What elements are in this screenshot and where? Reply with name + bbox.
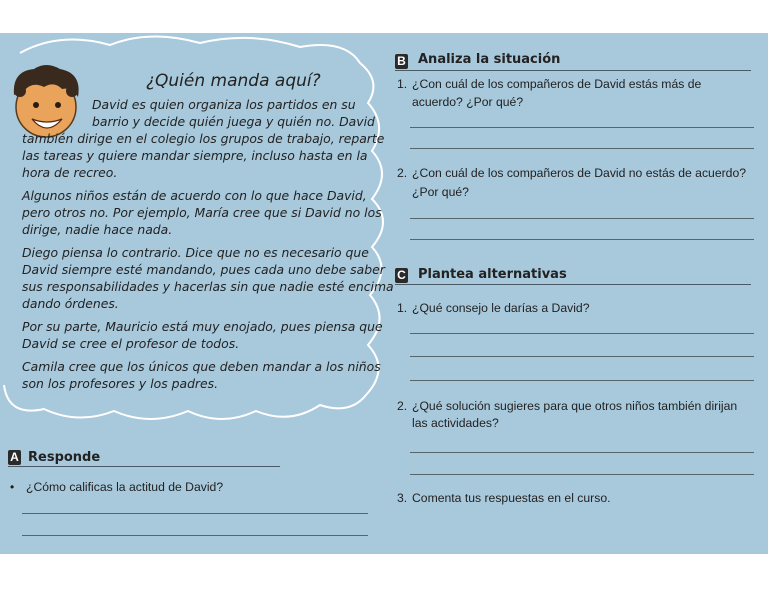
section-a-rule bbox=[8, 466, 280, 467]
story-line: Camila cree que los únicos que deben mandar a los niños bbox=[22, 359, 381, 374]
section-c-title: Plantea alternativas bbox=[418, 267, 567, 282]
answer-line bbox=[410, 127, 754, 128]
section-c-rule bbox=[395, 284, 751, 285]
c-q2-number: 2. bbox=[397, 399, 408, 413]
section-b-rule bbox=[395, 70, 751, 71]
answer-line bbox=[410, 239, 754, 240]
story-line: barrio y decide quién juega y quién no. David bbox=[92, 114, 375, 129]
c-q2-line1: ¿Qué solución sugieres para que otros niños también dirijan bbox=[412, 399, 738, 413]
story-line: David se cree el profesor de todos. bbox=[22, 336, 240, 351]
b-q2-line1: ¿Con cuál de los compañeros de David no estás de acuerdo? bbox=[412, 166, 747, 180]
section-a-title: Responde bbox=[28, 450, 101, 465]
b-q1-line1: ¿Con cuál de los compañeros de David estás más de bbox=[412, 77, 702, 91]
b-q1-line2: acuerdo? ¿Por qué? bbox=[412, 95, 524, 109]
answer-line bbox=[410, 148, 754, 149]
story-line: David siempre esté mandando, pues cada uno debe saber bbox=[22, 262, 385, 277]
section-b-badge: B bbox=[395, 54, 408, 69]
c-q3-line1: Comenta tus respuestas en el curso. bbox=[412, 491, 611, 505]
story-line: las tareas y quiere mandar siempre, incluso hasta en la bbox=[22, 148, 368, 163]
b-q2-line2: ¿Por qué? bbox=[412, 185, 469, 199]
story-line: sus responsabilidades y hacerlas sin que nadie esté encima bbox=[22, 279, 394, 294]
story-line: Por su parte, Mauricio está muy enojado, pues piensa que bbox=[22, 319, 383, 334]
answer-line bbox=[410, 474, 754, 475]
c-q1-line1: ¿Qué consejo le darías a David? bbox=[412, 301, 590, 315]
story-line: dirige, nadie hace nada. bbox=[22, 222, 173, 237]
section-a-question: ¿Cómo calificas la actitud de David? bbox=[26, 480, 224, 494]
worksheet-page bbox=[0, 33, 768, 554]
c-q1-number: 1. bbox=[397, 301, 408, 315]
b-q1-number: 1. bbox=[397, 77, 408, 91]
answer-line bbox=[410, 380, 754, 381]
answer-line bbox=[410, 452, 754, 453]
story-line: también dirige en el colegio los grupos de trabajo, reparte bbox=[22, 131, 385, 146]
section-a-badge: A bbox=[8, 450, 21, 465]
story-line: hora de recreo. bbox=[22, 165, 118, 180]
story-line: dando órdenes. bbox=[22, 296, 119, 311]
answer-line bbox=[22, 535, 368, 536]
c-q3-number: 3. bbox=[397, 491, 408, 505]
story-line: Algunos niños están de acuerdo con lo que hace David, bbox=[22, 188, 367, 203]
bullet-dot: • bbox=[10, 480, 15, 494]
b-q2-number: 2. bbox=[397, 166, 408, 180]
answer-line bbox=[410, 356, 754, 357]
section-c-badge: C bbox=[395, 268, 408, 283]
story-line: son los profesores y los padres. bbox=[22, 376, 219, 391]
c-q2-line2: las actividades? bbox=[412, 416, 499, 430]
story-title: ¿Quién manda aquí? bbox=[146, 71, 321, 91]
story-line: Diego piensa lo contrario. Dice que no es necesario que bbox=[22, 245, 369, 260]
answer-line bbox=[410, 333, 754, 334]
answer-line bbox=[410, 218, 754, 219]
story-line: David es quien organiza los partidos en su bbox=[92, 97, 356, 112]
section-b-title: Analiza la situación bbox=[418, 52, 561, 67]
story-line: pero otros no. Por ejemplo, María cree que si David no los bbox=[22, 205, 382, 220]
answer-line bbox=[22, 513, 368, 514]
